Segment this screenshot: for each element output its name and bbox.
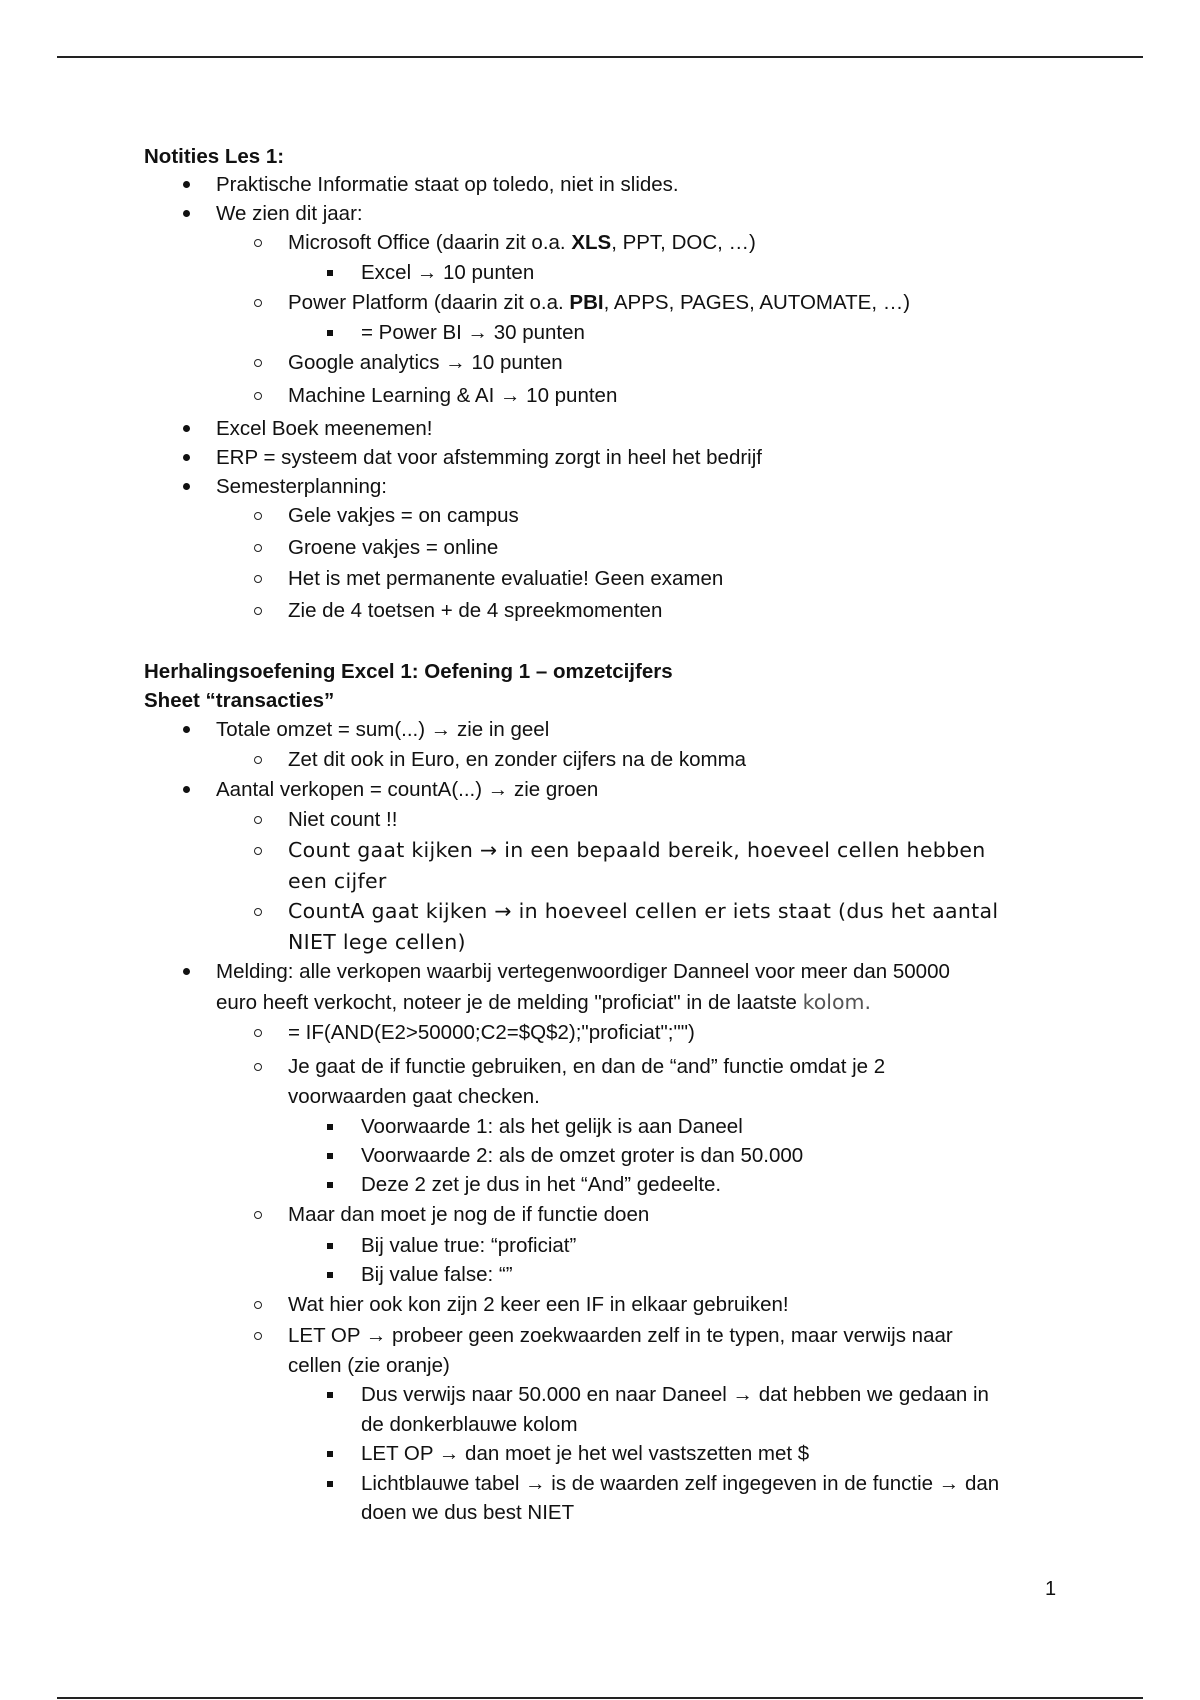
circle-bullet-icon bbox=[254, 816, 262, 824]
circle-bullet-icon bbox=[254, 299, 262, 307]
bullet-icon bbox=[183, 181, 190, 188]
circle-bullet-icon bbox=[254, 544, 262, 552]
header-rule bbox=[57, 56, 1143, 58]
circle-bullet-icon bbox=[254, 908, 262, 916]
bullet-icon bbox=[183, 726, 190, 733]
square-bullet-icon bbox=[327, 1153, 333, 1159]
circle-bullet-icon bbox=[254, 1029, 262, 1037]
circle-bullet-icon bbox=[254, 847, 262, 855]
circle-bullet-icon bbox=[254, 756, 262, 764]
circle-bullet-icon bbox=[254, 607, 262, 615]
bullet-icon bbox=[183, 968, 190, 975]
page-number: 1 bbox=[1045, 1578, 1057, 1600]
bullet-icon bbox=[183, 483, 190, 490]
bullet-icon bbox=[183, 454, 190, 461]
bullet-icon bbox=[183, 786, 190, 793]
square-bullet-icon bbox=[327, 1124, 333, 1130]
bullet-icon bbox=[183, 210, 190, 217]
circle-bullet-icon bbox=[254, 1063, 262, 1071]
circle-bullet-icon bbox=[254, 1332, 262, 1340]
square-bullet-icon bbox=[327, 1481, 333, 1487]
square-bullet-icon bbox=[327, 1272, 333, 1278]
circle-bullet-icon bbox=[254, 512, 262, 520]
square-bullet-icon bbox=[327, 1451, 333, 1457]
circle-bullet-icon bbox=[254, 1301, 262, 1309]
square-bullet-icon bbox=[327, 330, 333, 336]
circle-bullet-icon bbox=[254, 575, 262, 583]
circle-bullet-icon bbox=[254, 392, 262, 400]
square-bullet-icon bbox=[327, 1182, 333, 1188]
square-bullet-icon bbox=[327, 1243, 333, 1249]
circle-bullet-icon bbox=[254, 239, 262, 247]
section-subheading: Sheet “transacties” bbox=[144, 689, 335, 712]
square-bullet-icon bbox=[327, 270, 333, 276]
circle-bullet-icon bbox=[254, 359, 262, 367]
section-heading: Herhalingsoefening Excel 1: Oefening 1 – omzetcijfers bbox=[144, 660, 673, 683]
section-heading: Notities Les 1: bbox=[144, 145, 285, 168]
circle-bullet-icon bbox=[254, 1211, 262, 1219]
footer-rule bbox=[57, 1697, 1143, 1699]
bullet-icon bbox=[183, 425, 190, 432]
square-bullet-icon bbox=[327, 1392, 333, 1398]
